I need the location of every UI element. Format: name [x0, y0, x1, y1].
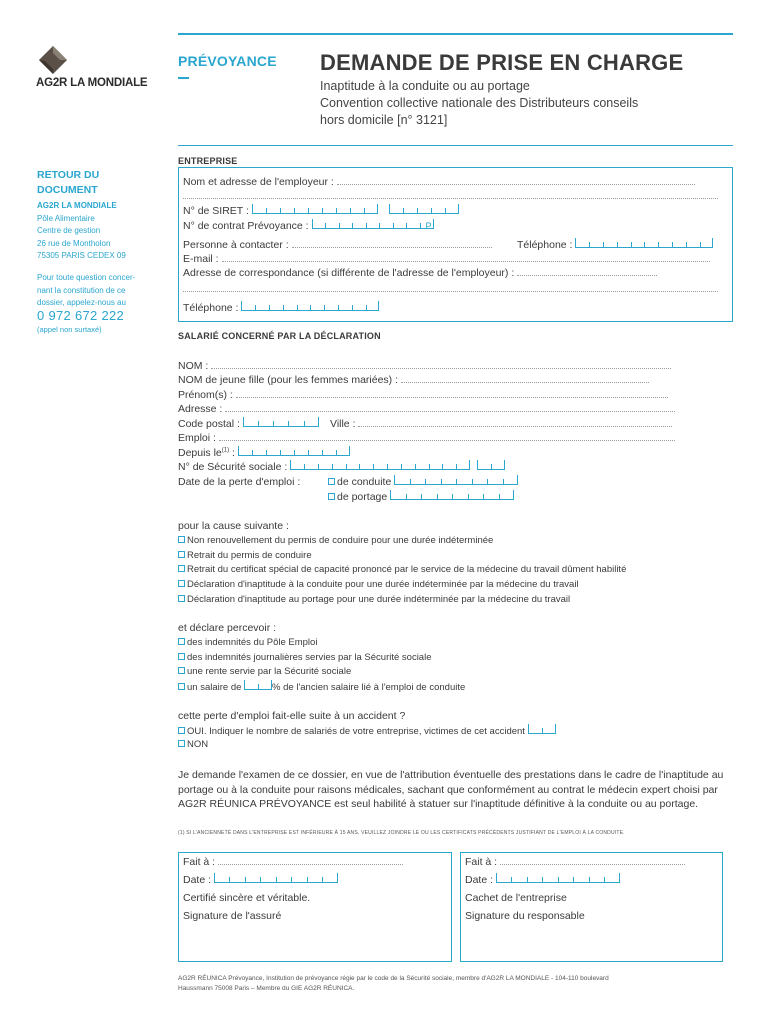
job-loss-date-label: Date de la perte d'emploi : [178, 476, 301, 488]
comb-input[interactable] [243, 418, 319, 427]
cause-options [178, 535, 626, 608]
benefit-option[interactable]: une rente servie par la Sécurité sociale [178, 666, 465, 681]
benefit-options [178, 637, 465, 695]
checkbox[interactable] [178, 727, 185, 734]
first-name-field[interactable]: Prénom(s) : [178, 389, 668, 401]
section-rule [178, 145, 733, 146]
top-rule [178, 33, 733, 35]
employer-line-2[interactable] [183, 198, 718, 199]
checkbox[interactable] [178, 595, 185, 602]
correspondence-line-2[interactable] [183, 291, 718, 292]
social-security-field[interactable]: N° de Sécurité sociale : [178, 461, 505, 473]
salary-option[interactable]: un salaire de % de l'ancien salaire lié à l'emploi de conduite [178, 681, 465, 696]
contact-phone: 0 972 672 222 [37, 308, 125, 323]
checkbox[interactable] [178, 565, 185, 572]
accident-no-option[interactable]: NON [178, 739, 208, 750]
comb-input[interactable] [477, 461, 505, 470]
comb-input[interactable] [575, 239, 713, 248]
cause-option[interactable]: Non renouvellement du permis de conduire pour une durée indéterminée [178, 535, 626, 550]
checkbox[interactable] [178, 536, 185, 543]
contact-person-field[interactable]: Personne à contacter : [183, 239, 492, 251]
checkbox[interactable] [178, 638, 185, 645]
cause-option[interactable]: Retrait du permis de conduire [178, 550, 626, 565]
comb-input[interactable] [214, 874, 338, 883]
job-loss-driving-field[interactable]: de conduite [328, 476, 518, 488]
checkbox[interactable] [328, 493, 335, 500]
date-field[interactable]: Date : [465, 874, 620, 886]
postal-code-field[interactable]: Code postal : [178, 418, 319, 430]
accident-yes-option[interactable]: OUI. Indiquer le nombre de salariés de votre entreprise, victimes de cet accident [178, 725, 556, 737]
company-phone-field[interactable]: Téléphone : [517, 239, 713, 251]
comb-input[interactable] [312, 220, 434, 229]
category-label: PRÉVOYANCE [178, 53, 277, 69]
siret-field[interactable]: N° de SIRET : [183, 205, 459, 217]
comb-input[interactable] [394, 476, 518, 485]
benefit-option[interactable]: des indemnités du Pôle Emploi [178, 637, 465, 652]
cause-option[interactable]: Déclaration d'inaptitude au portage pour une durée indéterminée par la médecine du travail [178, 594, 626, 609]
checkbox[interactable] [178, 580, 185, 587]
return-address: AG2R LA MONDIALE Pôle Alimentaire Centre de gestion 26 rue de Montholon 75305 PARIS CEDEX 09 [37, 201, 126, 261]
place-field[interactable]: Fait à : [465, 856, 685, 868]
checkbox[interactable] [328, 478, 335, 485]
category-dash [178, 77, 189, 79]
comb-input[interactable] [496, 874, 620, 883]
contact-info: Pour toute question concer- nant la constitution de ce dossier, appelez-nous au [37, 273, 136, 308]
address-field[interactable]: Adresse : [178, 403, 675, 415]
checkbox[interactable] [178, 683, 185, 690]
job-field[interactable]: Emploi : [178, 432, 675, 444]
footnote: (1) SI L'ANCIENNETÉ DANS L'ENTREPRISE EST INFÉRIEURE À 15 ANS, VEUILLEZ JOINDRE LE OU LES CERTIFICATS PRÉCÉDENTS JUSTIFIANT DE L'EMPLOI À LA CONDUITE. [178, 830, 625, 836]
ag2r-logo-icon [36, 44, 70, 78]
maiden-name-field[interactable]: NOM de jeune fille (pour les femmes mariées) : [178, 374, 649, 386]
section-title-salarie: SALARIÉ CONCERNÉ PAR LA DÉCLARATION [178, 331, 381, 341]
return-title: RETOUR DU DOCUMENT [37, 169, 100, 196]
legal-footer: AG2R RÉUNICA Prévoyance, Institution de prévoyance régie par le code de la Sécurité sociale, membre d'AG2R LA MONDIALE - 104-110 boulevard Haussmann 75008 Paris – Membre du GIE AG2R RÉUNICA. [178, 975, 609, 992]
checkbox[interactable] [178, 653, 185, 660]
comb-input[interactable] [252, 205, 378, 214]
benefit-option[interactable]: des indemnités journalières servies par la Sécurité sociale [178, 652, 465, 667]
logo-text: AG2R LA MONDIALE [36, 77, 148, 89]
comb-input[interactable] [389, 205, 459, 214]
since-date-field[interactable]: Depuis $le^{(1)}$ : [178, 447, 350, 459]
cause-option[interactable]: Retrait du certificat spécial de capacité prononcé par le service de la médecine du travail dûment habilité [178, 564, 626, 579]
contract-field[interactable]: N° de contrat Prévoyance : P [183, 220, 432, 232]
phone-note: (appel non surtaxé) [37, 325, 102, 334]
employer-field[interactable]: Nom et adresse de l'employeur : [183, 176, 695, 188]
employee-name-field[interactable]: NOM : [178, 360, 671, 372]
checkbox[interactable] [178, 667, 185, 674]
company-phone-2-field[interactable]: Téléphone : [183, 302, 379, 314]
comb-input[interactable] [244, 681, 272, 690]
section-title-entreprise: ENTREPRISE [178, 156, 238, 166]
stamp-label: Cachet de l'entreprise [465, 892, 567, 904]
comb-input[interactable] [390, 491, 514, 500]
checkbox[interactable] [178, 740, 185, 747]
email-field[interactable]: E-mail : [183, 253, 710, 265]
signature-box-employer [460, 852, 723, 962]
signature-box-employee [178, 852, 452, 962]
job-loss-portage-field[interactable]: de portage [328, 491, 514, 503]
benefits-intro: et déclare percevoir : [178, 622, 277, 634]
declaration-text: Je demande l'examen de ce dossier, en vue de l'attribution éventuelle des prestations dans le cadre de l'inaptitude au portage ou à la conduite pour raisons médicales, sachant que conformément au contrat le médecin expert choisi par AG2R RÉUNICA PRÉVOYANCE est seul habilité à statuer sur l'inaptitude définitive à la conduite ou au portage. [178, 769, 724, 810]
page-title: DEMANDE DE PRISE EN CHARGE [320, 50, 684, 75]
comb-input[interactable] [290, 461, 470, 470]
cause-intro: pour la cause suivante : [178, 520, 289, 532]
correspondence-field[interactable]: Adresse de correspondance (si différente de l'adresse de l'employeur) : [183, 267, 657, 279]
comb-input[interactable] [241, 302, 379, 311]
cause-option[interactable]: Déclaration d'inaptitude à la conduite pour une durée indéterminée par la médecine du travail [178, 579, 626, 594]
checkbox[interactable] [178, 551, 185, 558]
manager-signature-label[interactable]: Signature du responsable [465, 910, 585, 922]
employee-signature-label[interactable]: Signature de l'assuré [183, 910, 282, 922]
date-field[interactable]: Date : [183, 874, 338, 886]
comb-input[interactable] [528, 725, 556, 734]
accident-question: cette perte d'emploi fait-elle suite à un accident ? [178, 710, 406, 722]
city-field[interactable]: Ville : [330, 418, 672, 430]
certify-label: Certifié sincère et véritable. [183, 892, 311, 904]
place-field[interactable]: Fait à : [183, 856, 403, 868]
page-subtitle: Inaptitude à la conduite ou au portage Convention collective nationale des Distributeurs conseils hors domicile [n° 3121] [320, 79, 639, 127]
comb-input[interactable] [238, 447, 350, 456]
